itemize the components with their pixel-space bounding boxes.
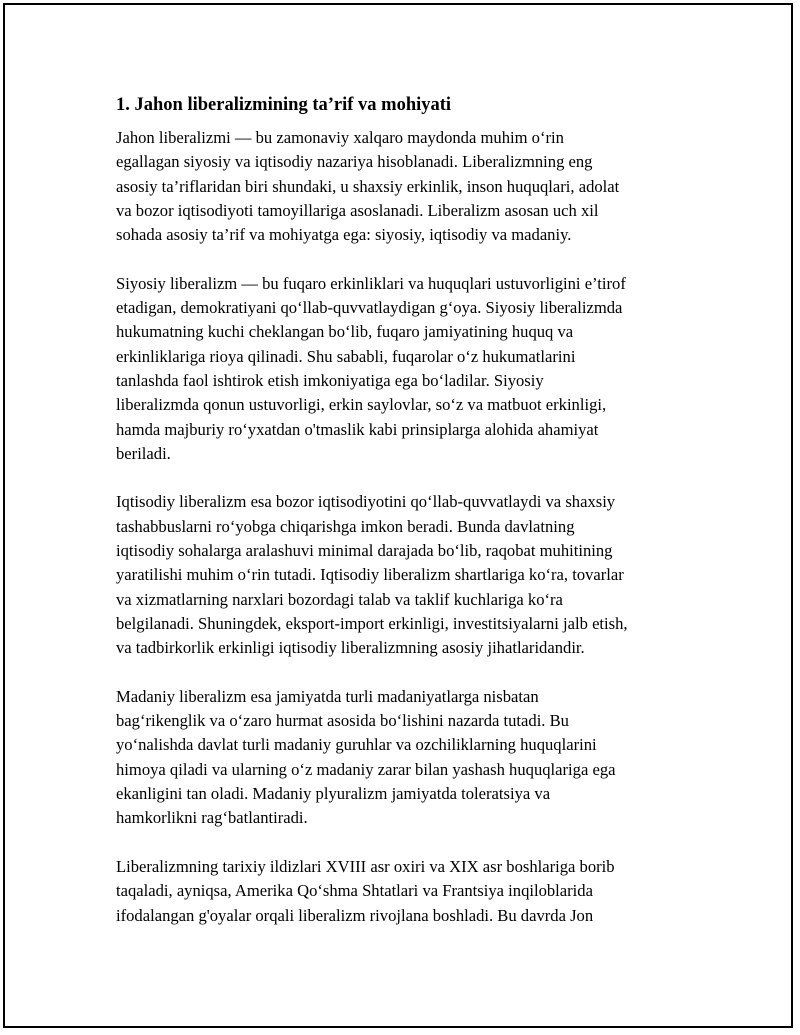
text-line: va bozor iqtisodiyoti tamoyillariga asoslanadi. Liberalizm asosan uch xil (116, 200, 599, 220)
text-line: va xizmatlarning narxlari bozordagi talab va taklif kuchlariga ko‘ra (116, 589, 563, 609)
text-line: sohada asosiy ta’rif va mohiyatga ega: siyosiy, iqtisodiy va madaniy. (116, 225, 572, 245)
document-body (116, 92, 676, 952)
text-line: ifodalangan g'oyalar orqali liberalizm rivojlana boshladi. Bu davrda Jon (116, 905, 594, 925)
paragraph-cultural (116, 685, 676, 831)
paragraph-history (116, 855, 676, 928)
text-line: egallagan siyosiy va iqtisodiy nazariya hisoblanadi. Liberalizmning eng (116, 152, 593, 172)
text-line: etadigan, demokratiyani qo‘llab-quvvatlaydigan g‘oya. Siyosiy liberalizmda (116, 298, 623, 318)
text-line: hukumatning kuchi cheklangan bo‘lib, fuqaro jamiyatining huquq va (116, 322, 574, 342)
text-line: ekanligini tan oladi. Madaniy plyuralizm jamiyatda toleratsiya va (116, 784, 551, 804)
text-line: hamkorlikni rag‘batlantiradi. (116, 808, 308, 828)
text-line: Iqtisodiy liberalizm esa bozor iqtisodiyotini qo‘llab-quvvatlaydi va shaxsiy (116, 492, 616, 512)
paragraph-intro (116, 126, 676, 247)
text-line: Madaniy liberalizm esa jamiyatda turli madaniyatlarga nisbatan (116, 686, 539, 706)
text-line: bag‘rikenglik va o‘zaro hurmat asosida bo‘lishini nazarda tutadi. Bu (116, 711, 569, 731)
text-line: beriladi. (116, 443, 171, 463)
text-line: tanlashda faol ishtirok etish imkoniyatiga ega bo‘ladilar. Siyosiy (116, 370, 544, 390)
text-line: asosiy ta’riflaridan biri shundaki, u shaxsiy erkinlik, inson huquqlari, adolat (116, 176, 620, 196)
text-line: yo‘nalishda davlat turli madaniy guruhlar va ozchiliklarning huquqlarini (116, 735, 597, 755)
text-line: hamda majburiy ro‘yxatdan o'tmaslik kabi prinsiplarga alohida ahamiyat (116, 419, 599, 439)
text-line: yaratilishi muhim o‘rin tutadi. Iqtisodiy liberalizm shartlariga ko‘ra, tovarlar (116, 565, 624, 585)
text-line: liberalizmda qonun ustuvorligi, erkin saylovlar, so‘z va matbuot erkinligi, (116, 395, 607, 415)
text-line: va tadbirkorlik erkinligi iqtisodiy liberalizmning asosiy jihatlaridandir. (116, 638, 585, 658)
paragraph-political (116, 272, 676, 466)
text-line: himoya qiladi va ularning o‘z madaniy zarar bilan yashash huquqlariga ega (116, 759, 616, 779)
paragraph-economic (116, 490, 676, 660)
text-line: taqaladi, ayniqsa, Amerika Qo‘shma Shtatlari va Frantsiya inqiloblarida (116, 881, 593, 901)
text-line: belgilanadi. Shuningdek, eksport-import erkinligi, investitsiyalarni jalb etish, (116, 613, 628, 633)
text-line: Liberalizmning tarixiy ildizlari XVIII asr oxiri va XIX asr boshlariga borib (116, 856, 615, 876)
text-line: iqtisodiy sohalarga aralashuvi minimal darajada bo‘lib, raqobat muhitining (116, 541, 613, 561)
text-line: Jahon liberalizmi — bu zamonaviy xalqaro maydonda muhim o‘rin (116, 128, 564, 147)
document-title: 1. Jahon liberalizmining ta’rif va mohiyati (116, 95, 452, 115)
text-line: tashabbuslarni ro‘yobga chiqarishga imkon beradi. Bunda davlatning (116, 516, 575, 536)
text-line: erkinliklariga rioya qilinadi. Shu sababli, fuqarolar o‘z hukumatlarini (116, 346, 576, 366)
text-line: Siyosiy liberalizm — bu fuqaro erkinliklari va huquqlari ustuvorligini e’tirof (116, 273, 626, 293)
